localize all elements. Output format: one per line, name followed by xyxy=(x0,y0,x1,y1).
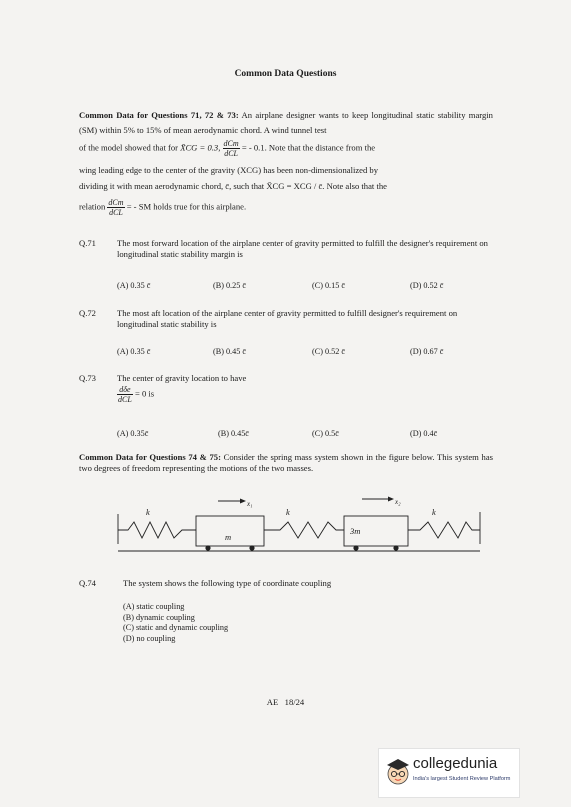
common-data-line2 xyxy=(79,139,493,158)
q71-option-a: (A) 0.35 c̄ xyxy=(117,281,151,290)
dcm-dcl-fraction xyxy=(223,139,240,158)
q74-option-c: (C) static and dynamic coupling xyxy=(123,623,229,632)
common-data-text: Consider the spring mass system shown in the figure below. This system has two degrees of freedom representing the motions of the two masses. xyxy=(79,452,493,473)
q73-number: Q.73 xyxy=(79,373,96,383)
q73-option-d: (D) 0.4c̄ xyxy=(410,429,438,438)
q73-option-a: (A) 0.35c̄ xyxy=(117,429,149,438)
common-data-line4: dividing it with mean aerodynamic chord, c̄, such that X̄CG = XCG / c̄. Note also that the xyxy=(79,181,387,191)
q72-option-d: (D) 0.67 c̄ xyxy=(410,347,444,356)
line2-text-a: of the model showed that for xyxy=(79,142,179,153)
q71-number: Q.71 xyxy=(79,238,96,248)
common-data-lead: Common Data for Questions 74 & 75: xyxy=(79,452,221,462)
q74-option-a: (A) static coupling xyxy=(123,602,185,611)
section-heading: Common Data Questions xyxy=(234,69,337,79)
line2-text-b: = - 0.1. Note that the distance from the xyxy=(241,142,376,153)
k1-label: k xyxy=(146,507,150,517)
q72-option-a: (A) 0.35 c̄ xyxy=(117,347,151,356)
q73-option-c: (C) 0.5c̄ xyxy=(312,429,339,438)
page-footer: AE 18/24 xyxy=(266,697,305,707)
logo-name: collegedunia xyxy=(413,755,498,772)
xcg-equation: X̄CG = 0.3, xyxy=(180,142,221,153)
fraction-denominator: dCL xyxy=(109,208,123,217)
common-data-71-73 xyxy=(79,108,493,138)
spring-2 xyxy=(264,522,344,538)
q71-option-d: (D) 0.52 c̄ xyxy=(410,281,444,290)
k3-label: k xyxy=(432,507,436,517)
q74-text: The system shows the following type of coordinate coupling xyxy=(123,578,332,588)
x1-label: x₁ xyxy=(247,500,253,508)
relation-fraction xyxy=(107,198,124,217)
fraction-denominator: dCL xyxy=(118,395,132,404)
logo-tagline: India's largest Student Review Platform xyxy=(413,776,511,782)
q74-option-b: (B) dynamic coupling xyxy=(123,612,195,622)
q73-text: The center of gravity location to have xyxy=(117,373,247,383)
q71-text: The most forward location of the airplane center of gravity permitted to fulfill the designer's requirement on longitudinal static stability margin is xyxy=(117,238,488,259)
q73-equation xyxy=(117,385,154,404)
q72-option-c: (C) 0.52 c̄ xyxy=(312,347,345,356)
q71-option-b: (B) 0.25 c̄ xyxy=(213,281,246,290)
q72-text: The most aft location of the airplane center of gravity permitted to fulfill designer's requirement on longitudinal static stability is xyxy=(117,308,458,329)
k2-label: k xyxy=(286,507,290,517)
collegedunia-logo xyxy=(378,748,520,798)
wheel-m-right xyxy=(249,545,254,550)
wheel-3m-left xyxy=(353,545,358,550)
spring-mass-figure xyxy=(110,488,490,563)
relation-label: relation xyxy=(79,201,106,212)
q72-number: Q.72 xyxy=(79,308,96,318)
q74-option-d: (D) no coupling xyxy=(123,633,176,643)
x2-label: x₂ xyxy=(395,498,401,506)
spring-3 xyxy=(408,522,480,538)
q74-number: Q.74 xyxy=(79,578,96,588)
common-data-line1: An airplane designer wants to keep longitudinal static stability margin (SM) within 5% to 15% of mean aerodynamic chord. A wind tunnel test xyxy=(79,110,493,135)
fraction-denominator: dCL xyxy=(224,149,238,158)
mass-m-label: m xyxy=(225,532,232,542)
wheel-3m-right xyxy=(393,545,398,550)
wheel-m-left xyxy=(205,545,210,550)
q74-options xyxy=(123,602,228,644)
fraction-numerator: dCm xyxy=(223,139,239,148)
dde-dcl-fraction xyxy=(117,385,133,404)
relation-text: = - SM holds true for this airplane. xyxy=(126,201,247,212)
q73-option-b: (B) 0.45c̄ xyxy=(218,429,249,438)
logo-face-icon xyxy=(385,755,411,787)
common-data-74-75 xyxy=(79,452,493,474)
common-data-lead: Common Data for Questions 71, 72 & 73: xyxy=(79,110,239,120)
spring-1 xyxy=(118,522,196,538)
mass-3m-label: 3m xyxy=(350,526,361,536)
common-data-line3: wing leading edge to the center of the gravity (XCG) has been non-dimensionalized by xyxy=(79,165,379,175)
q73-eq-text: = 0 is xyxy=(134,388,155,399)
q72-option-b: (B) 0.45 c̄ xyxy=(213,347,246,356)
q71-option-c: (C) 0.15 c̄ xyxy=(312,281,345,290)
fraction-numerator: dCm xyxy=(108,198,124,207)
x2-arrowhead xyxy=(388,497,394,502)
fraction-numerator: dδe xyxy=(117,385,133,395)
x1-arrowhead xyxy=(240,499,246,504)
relation-line xyxy=(79,198,493,217)
